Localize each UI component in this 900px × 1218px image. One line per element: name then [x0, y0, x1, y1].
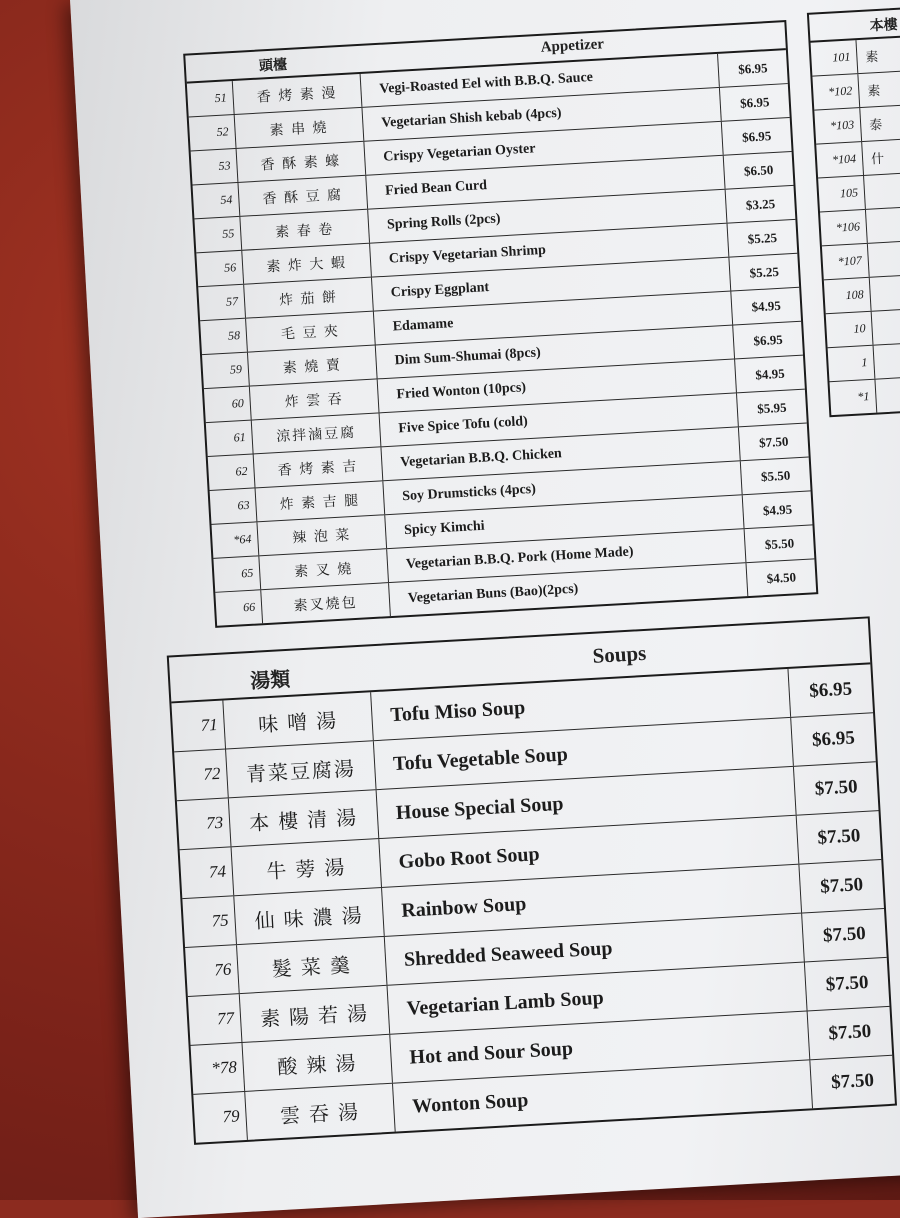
- item-price: $6.95: [808, 678, 853, 702]
- item-name-zh: [874, 343, 900, 378]
- item-name-zh: 本 樓 清 湯: [229, 790, 379, 846]
- item-price: $3.25: [745, 195, 776, 213]
- item-name-zh: 涼拌滷豆腐: [252, 413, 382, 453]
- item-name-en: Fried Wonton (10pcs): [378, 359, 737, 412]
- item-number: 74: [180, 847, 235, 898]
- item-name-en: Wonton Soup: [393, 1060, 813, 1131]
- house-special-header: [809, 4, 900, 43]
- item-number: 1: [828, 346, 876, 382]
- item-price: $4.50: [766, 568, 797, 586]
- soups-rows: [171, 664, 894, 1142]
- item-price: $4.95: [754, 365, 785, 382]
- item-name-en: Vegetarian Lamb Soup: [388, 962, 808, 1033]
- soups-table: [167, 616, 897, 1145]
- item-name-zh: 辣 泡 菜: [257, 515, 387, 555]
- item-number: *104: [816, 142, 864, 178]
- item-name-en: Vegetarian Shish kebab (4pcs): [362, 88, 721, 141]
- item-price: $7.50: [830, 1069, 875, 1094]
- item-number: 57: [198, 285, 246, 321]
- item-name-zh: 味 噌 湯: [223, 692, 373, 748]
- item-name-zh: 青菜豆腐湯: [226, 741, 376, 797]
- item-number: *1: [830, 380, 878, 416]
- item-number: 10: [826, 312, 874, 348]
- item-price: $4.95: [762, 500, 793, 518]
- item-price: $5.50: [764, 534, 795, 552]
- item-price: $5.95: [756, 399, 787, 416]
- item-name-en: Five Spice Tofu (cold): [380, 393, 739, 446]
- item-name-zh: [866, 208, 900, 243]
- item-number: 73: [177, 798, 232, 849]
- item-number: 62: [208, 454, 256, 490]
- item-name-zh: [875, 377, 900, 412]
- item-number: 72: [174, 749, 229, 800]
- item-name-zh: 牛 蒡 湯: [232, 839, 382, 895]
- item-name-en: Vegi-Roasted Eel with B.B.Q. Sauce: [361, 54, 720, 107]
- item-price: $5.50: [760, 467, 791, 484]
- item-name-zh: 炸 雲 吞: [250, 379, 380, 419]
- item-name-en: Edamame: [374, 292, 733, 345]
- appetizer-table: [183, 20, 818, 628]
- item-name-en: Hot and Sour Soup: [390, 1011, 810, 1082]
- item-name-zh: 泰: [868, 116, 885, 133]
- house-special-title-zh: 本樓: [869, 17, 899, 35]
- item-name-en: Crispy Vegetarian Shrimp: [370, 224, 729, 277]
- item-name-en: Tofu Miso Soup: [371, 669, 791, 740]
- appetizer-title-en: Appetizer: [540, 36, 605, 56]
- item-number: 75: [182, 896, 237, 947]
- item-price: $7.50: [827, 1020, 872, 1045]
- item-name-zh: 雲 吞 湯: [245, 1084, 395, 1140]
- house-special-table: [807, 1, 900, 417]
- item-price: $5.25: [749, 263, 780, 280]
- item-number: *102: [812, 74, 860, 110]
- item-number: 79: [193, 1092, 248, 1143]
- item-number: 55: [194, 217, 242, 253]
- item-price: $4.95: [751, 297, 782, 314]
- item-price: $6.95: [741, 127, 772, 145]
- item-name-en: Vegetarian Buns (Bao)(2pcs): [389, 563, 748, 616]
- item-price: $7.50: [819, 874, 864, 898]
- item-number: *64: [212, 522, 260, 558]
- item-name-zh: 香 烤 素 漫: [233, 74, 363, 114]
- item-name-en: Vegetarian B.B.Q. Chicken: [381, 427, 740, 480]
- item-number: *106: [820, 210, 868, 246]
- item-name-zh: 仙 味 濃 湯: [234, 888, 384, 944]
- item-number: 59: [202, 353, 250, 389]
- item-price: $7.50: [814, 776, 859, 800]
- item-number: 54: [193, 183, 241, 219]
- item-name-en: Fried Bean Curd: [366, 156, 725, 209]
- item-name-en: Soy Drumsticks (4pcs): [383, 461, 742, 514]
- item-name-zh: [872, 310, 900, 345]
- item-name-zh: [868, 242, 900, 277]
- item-name-en: Tofu Vegetable Soup: [374, 718, 794, 789]
- item-price: $7.50: [825, 971, 870, 996]
- appetizer-rows: [187, 50, 816, 626]
- item-number: 51: [187, 81, 235, 117]
- item-name-en: Spicy Kimchi: [385, 495, 744, 548]
- item-number: *78: [191, 1043, 246, 1094]
- item-price: $5.25: [747, 229, 778, 247]
- item-price: $6.95: [753, 331, 784, 348]
- item-number: 60: [204, 387, 252, 423]
- item-number: 76: [185, 945, 240, 996]
- item-name-zh: 素 叉 燒: [259, 549, 389, 589]
- item-name-zh: 髮 菜 羹: [237, 937, 387, 993]
- item-number: 105: [818, 176, 866, 212]
- item-name-en: House Special Soup: [377, 767, 797, 838]
- item-name-zh: 素 春 卷: [240, 210, 370, 250]
- item-name-zh: [870, 276, 900, 311]
- item-name-zh: 素: [865, 48, 881, 65]
- item-name-en: Dim Sum-Shumai (8pcs): [376, 325, 735, 378]
- item-number: *103: [814, 108, 862, 144]
- item-name-en: Crispy Eggplant: [372, 258, 731, 311]
- item-name-zh: 香 烤 素 吉: [254, 447, 384, 487]
- item-number: 56: [196, 251, 244, 287]
- appetizer-title-zh: 頭檯: [258, 58, 288, 75]
- item-name-en: Gobo Root Soup: [379, 816, 799, 887]
- item-name-en: Rainbow Soup: [382, 865, 802, 936]
- item-name-en: Crispy Vegetarian Oyster: [364, 122, 723, 175]
- item-name-zh: 香 酥 豆 腐: [238, 176, 368, 216]
- item-name-zh: 炸 素 吉 腿: [256, 481, 386, 521]
- item-name-zh: 炸 茄 餅: [244, 278, 374, 318]
- item-number: 61: [206, 421, 254, 457]
- house-special-rows: [811, 32, 900, 416]
- item-name-zh: 素 炸 大 蝦: [242, 244, 372, 284]
- item-name-zh: 什: [870, 150, 887, 167]
- menu-page: [70, 0, 900, 1218]
- item-name-zh: 素 串 燒: [235, 108, 365, 148]
- item-price: $7.50: [758, 433, 789, 450]
- item-number: *107: [822, 244, 870, 280]
- item-number: 108: [824, 278, 872, 314]
- item-name-zh: 毛 豆 夾: [246, 312, 376, 352]
- item-price: $7.50: [822, 923, 867, 947]
- soups-title-zh: 湯類: [249, 668, 291, 693]
- item-number: 77: [188, 994, 243, 1045]
- item-name-en: Shredded Seaweed Soup: [385, 914, 805, 985]
- item-name-zh: 素叉燒包: [261, 583, 391, 623]
- item-price: $6.50: [743, 161, 774, 179]
- item-price: $7.50: [816, 825, 861, 849]
- item-number: 53: [191, 149, 239, 185]
- item-number: 65: [213, 556, 261, 592]
- item-name-zh: 素 燒 賣: [248, 345, 378, 385]
- item-number: 66: [215, 590, 263, 626]
- item-name-zh: 素: [866, 82, 883, 99]
- item-name-zh: 香 酥 素 蠔: [237, 142, 367, 182]
- item-number: 101: [811, 40, 859, 76]
- item-name-zh: 酸 辣 湯: [242, 1035, 392, 1091]
- item-number: 52: [189, 115, 237, 151]
- item-price: $6.95: [739, 93, 770, 111]
- item-number: 58: [200, 319, 248, 355]
- item-name-en: Spring Rolls (2pcs): [368, 190, 727, 243]
- item-name-zh: [864, 174, 900, 209]
- item-price: $6.95: [737, 59, 768, 77]
- item-number: 71: [171, 701, 226, 752]
- item-number: 63: [210, 488, 258, 524]
- item-name-en: Vegetarian B.B.Q. Pork (Home Made): [387, 529, 746, 582]
- soups-title-en: Soups: [591, 640, 647, 668]
- item-name-zh: 素 陽 若 湯: [240, 986, 390, 1042]
- item-price: $6.95: [811, 727, 856, 751]
